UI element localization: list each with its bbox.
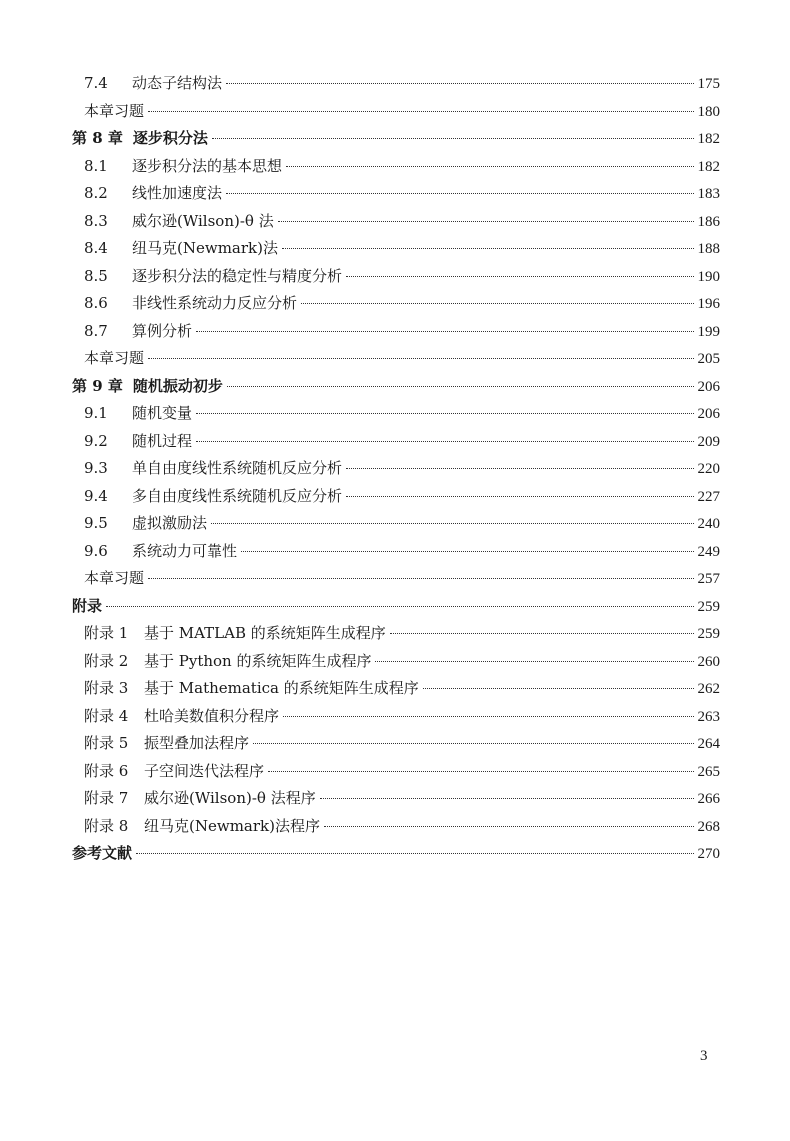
- dot-leader: [346, 496, 693, 497]
- toc-entry[interactable]: [72, 483, 720, 511]
- toc-entry[interactable]: [72, 98, 720, 126]
- toc-entry-number: 8.3: [84, 211, 108, 230]
- toc-entry-number: 第 8 章: [72, 129, 123, 147]
- dot-leader: [212, 138, 694, 139]
- toc-entry-title: 基于 MATLAB 的系统矩阵生成程序: [144, 624, 386, 642]
- toc-entry-title: 虚拟激励法: [132, 514, 208, 532]
- toc-entry[interactable]: [72, 813, 720, 841]
- toc-entry-page: 182: [697, 131, 720, 147]
- toc-entry[interactable]: [72, 538, 720, 566]
- toc-entry-page: 182: [697, 158, 720, 175]
- dot-leader: [423, 688, 694, 689]
- toc-entry[interactable]: [72, 730, 720, 758]
- toc-entry-page: 209: [697, 433, 720, 450]
- toc-entry-number: 附录 8: [84, 816, 129, 835]
- dot-leader: [346, 276, 693, 277]
- toc-entry-title: 算例分析: [132, 321, 193, 340]
- toc-entry[interactable]: [72, 675, 720, 703]
- dot-leader: [226, 193, 693, 194]
- toc-entry[interactable]: [72, 208, 720, 236]
- toc-entry-page: 206: [697, 406, 720, 422]
- page-number: 3: [700, 1048, 708, 1064]
- toc-entry[interactable]: [72, 648, 720, 676]
- toc-entry-title: 本章习题: [84, 101, 145, 120]
- toc-entry-page: 175: [697, 76, 720, 92]
- toc-entry-title: 随机过程: [132, 431, 193, 450]
- dot-leader: [211, 523, 693, 524]
- toc-entry-page: 183: [697, 186, 720, 202]
- toc-entry-number: 9.6: [84, 541, 108, 560]
- toc-entry-page: 262: [697, 681, 720, 697]
- toc-entry[interactable]: [72, 263, 720, 291]
- dot-leader: [283, 716, 693, 717]
- toc-entry-page: 196: [697, 296, 720, 312]
- toc-entry[interactable]: [72, 125, 720, 153]
- toc-entry-title: 基于 Python 的系统矩阵生成程序: [144, 651, 372, 670]
- toc-entry[interactable]: [72, 400, 720, 428]
- toc-entry[interactable]: [72, 70, 720, 98]
- toc-entry-title: 本章习题: [84, 349, 145, 367]
- toc-entry-number: 9.1: [84, 404, 108, 422]
- dot-leader: [106, 606, 693, 607]
- dot-leader: [268, 771, 693, 772]
- dot-leader: [320, 798, 694, 799]
- toc-entry-title: 威尔逊(Wilson)-θ 法程序: [144, 789, 316, 807]
- toc-entry-page: 205: [697, 351, 720, 367]
- toc-entry[interactable]: [72, 455, 720, 483]
- table-of-contents: [72, 70, 720, 868]
- toc-entry-page: 259: [697, 626, 720, 642]
- dot-leader: [253, 743, 693, 744]
- toc-entry-title: 杜哈美数值积分程序: [144, 706, 280, 725]
- toc-entry-title: 威尔逊(Wilson)-θ 法: [132, 211, 274, 230]
- toc-entry[interactable]: [72, 290, 720, 318]
- toc-entry-number: 9.3: [84, 459, 108, 477]
- dot-leader: [148, 578, 693, 579]
- toc-entry-title: 逐步积分法的稳定性与精度分析: [132, 266, 343, 285]
- toc-entry[interactable]: [72, 620, 720, 648]
- toc-entry-page: 227: [697, 488, 720, 505]
- toc-entry-number: 第 9 章: [72, 376, 123, 395]
- dot-leader: [324, 826, 694, 827]
- dot-leader: [148, 111, 693, 112]
- toc-entry-title: 动态子结构法: [132, 74, 223, 92]
- toc-entry-title: 基于 Mathematica 的系统矩阵生成程序: [144, 679, 419, 697]
- toc-entry-number: 附录 5: [84, 734, 129, 752]
- toc-entry[interactable]: [72, 565, 720, 593]
- toc-entry[interactable]: [72, 785, 720, 813]
- toc-entry-title: 逐步积分法的基本思想: [132, 156, 283, 175]
- dot-leader: [196, 331, 693, 332]
- toc-entry-number: 8.5: [84, 266, 108, 285]
- toc-entry-number: 9.2: [84, 431, 108, 450]
- toc-entry-number: 附录 3: [84, 679, 129, 697]
- toc-entry-number: 附录 6: [84, 761, 129, 780]
- toc-entry[interactable]: [72, 593, 720, 621]
- dot-leader: [136, 853, 693, 854]
- toc-entry-page: 260: [697, 653, 720, 670]
- dot-leader: [286, 166, 693, 167]
- toc-entry-page: 257: [697, 571, 720, 587]
- toc-entry-page: 188: [697, 241, 720, 257]
- toc-entry-number: 附录 1: [84, 624, 129, 642]
- toc-entry-page: 206: [697, 378, 720, 395]
- toc-entry-page: 240: [697, 516, 720, 532]
- toc-entry-page: 263: [697, 708, 720, 725]
- toc-entry-page: 264: [697, 736, 720, 752]
- toc-entry[interactable]: [72, 153, 720, 181]
- toc-entry-title: 参考文献: [72, 844, 133, 862]
- toc-entry-title: 随机振动初步: [132, 376, 223, 395]
- toc-entry-number: 8.7: [84, 321, 108, 340]
- dot-leader: [226, 83, 693, 84]
- toc-entry[interactable]: [72, 703, 720, 731]
- toc-entry-page: 186: [697, 213, 720, 230]
- dot-leader: [390, 633, 694, 634]
- toc-entry[interactable]: [72, 373, 720, 401]
- dot-leader: [196, 441, 693, 442]
- dot-leader: [196, 413, 693, 414]
- toc-entry[interactable]: [72, 510, 720, 538]
- toc-entry[interactable]: [72, 318, 720, 346]
- dot-leader: [375, 661, 693, 662]
- toc-entry[interactable]: [72, 840, 720, 868]
- dot-leader: [282, 248, 694, 249]
- toc-entry[interactable]: [72, 758, 720, 786]
- toc-entry-title: 随机变量: [132, 404, 193, 422]
- toc-entry-title: 振型叠加法程序: [144, 734, 250, 752]
- dot-leader: [301, 303, 693, 304]
- toc-entry-page: 270: [697, 846, 720, 862]
- toc-entry-number: 附录 2: [84, 651, 129, 670]
- toc-entry-title: 线性加速度法: [132, 184, 223, 202]
- toc-entry[interactable]: [72, 428, 720, 456]
- toc-entry-number: 7.4: [84, 74, 108, 92]
- toc-entry-title: 本章习题: [84, 569, 145, 587]
- toc-entry-number: 8.4: [84, 239, 108, 257]
- toc-entry-page: 266: [697, 791, 720, 807]
- toc-entry-title: 逐步积分法: [132, 129, 208, 147]
- toc-entry[interactable]: [72, 180, 720, 208]
- toc-entry-title: 单自由度线性系统随机反应分析: [132, 459, 343, 477]
- toc-entry-number: 8.1: [84, 156, 108, 175]
- toc-entry-number: 8.6: [84, 294, 108, 312]
- toc-entry-page: 220: [697, 461, 720, 477]
- toc-entry-title: 纽马克(Newmark)法: [132, 239, 278, 257]
- toc-entry-title: 子空间迭代法程序: [144, 761, 265, 780]
- dot-leader: [278, 221, 694, 222]
- toc-entry-page: 259: [697, 598, 720, 615]
- dot-leader: [346, 468, 693, 469]
- dot-leader: [241, 551, 693, 552]
- toc-entry-number: 9.4: [84, 486, 108, 505]
- toc-entry[interactable]: [72, 235, 720, 263]
- toc-entry-title: 附录: [72, 596, 103, 615]
- toc-entry-title: 多自由度线性系统随机反应分析: [132, 486, 343, 505]
- toc-entry-page: 190: [697, 268, 720, 285]
- toc-entry-page: 268: [697, 818, 720, 835]
- toc-entry-title: 纽马克(Newmark)法程序: [144, 816, 320, 835]
- toc-entry-page: 199: [697, 323, 720, 340]
- toc-entry-page: 265: [697, 763, 720, 780]
- toc-entry-number: 附录 7: [84, 789, 129, 807]
- toc-entry-number: 8.2: [84, 184, 108, 202]
- toc-entry-page: 249: [697, 543, 720, 560]
- dot-leader: [227, 386, 694, 387]
- dot-leader: [148, 358, 693, 359]
- toc-entry-title: 非线性系统动力反应分析: [132, 294, 298, 312]
- toc-entry-number: 附录 4: [84, 706, 129, 725]
- toc-entry-title: 系统动力可靠性: [132, 541, 238, 560]
- toc-entry[interactable]: [72, 345, 720, 373]
- toc-entry-number: 9.5: [84, 514, 108, 532]
- toc-entry-page: 180: [697, 103, 720, 120]
